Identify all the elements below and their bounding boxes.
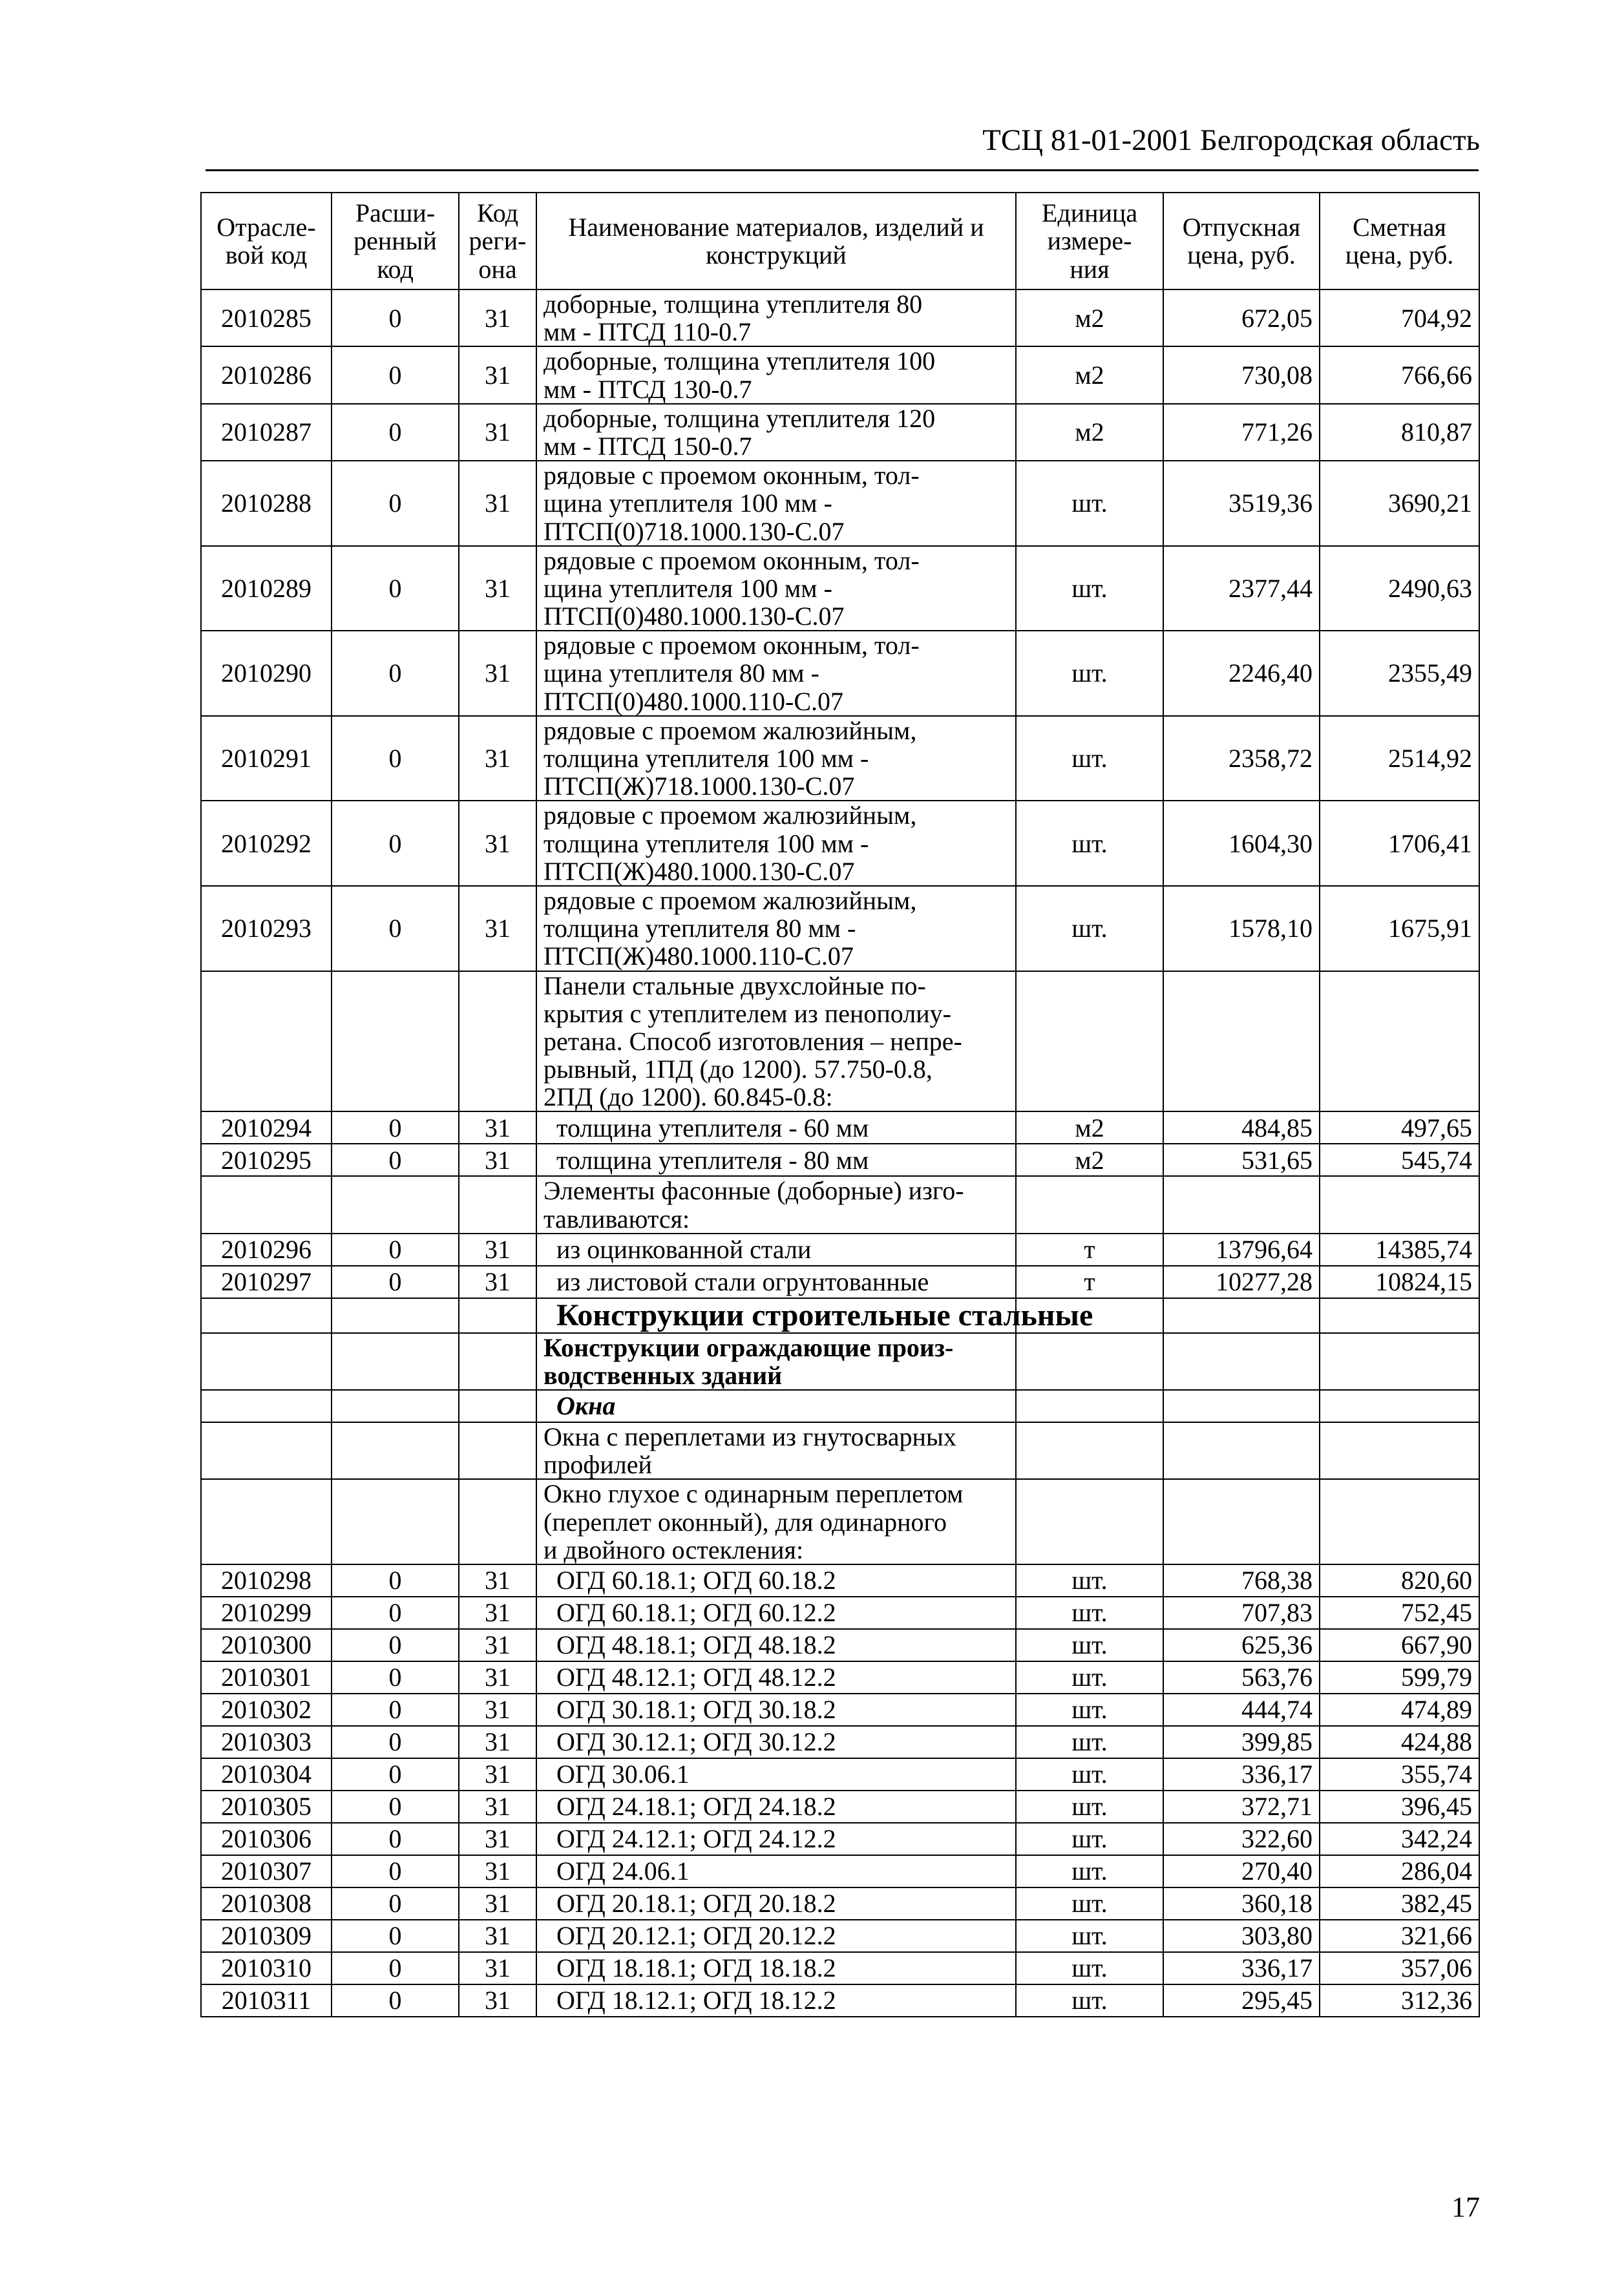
cell-release-price xyxy=(1163,971,1320,1112)
cell-ext-code: 0 xyxy=(332,1791,459,1823)
cell-estimate-price: 599,79 xyxy=(1320,1661,1479,1694)
cell-unit: м2 xyxy=(1016,1111,1163,1144)
cell-estimate-price: 1706,41 xyxy=(1320,801,1479,886)
cell-name: рядовые с проемом оконным, тол- щина утеплителя 100 мм - ПТСП(0)718.1000.130-С.07 xyxy=(536,461,1016,546)
cell-name: ОГД 60.18.1; ОГД 60.12.2 xyxy=(536,1597,1016,1629)
col-header-estimate-price: Сметная цена, руб. xyxy=(1320,193,1479,289)
cell-ext-code xyxy=(332,1176,459,1233)
cell-region xyxy=(459,971,536,1112)
cell-ext-code: 0 xyxy=(332,1564,459,1597)
cell-name: ОГД 48.18.1; ОГД 48.18.2 xyxy=(536,1629,1016,1661)
cell-ext-code xyxy=(332,1333,459,1390)
table-row xyxy=(201,1333,1479,1390)
col-header-code: Отрасле- вой код xyxy=(201,193,332,289)
cell-unit: шт. xyxy=(1016,1694,1163,1726)
cell-name: доборные, толщина утеплителя 80 мм - ПТСД 110-0.7 xyxy=(536,289,1016,346)
col-header-region: Код реги- она xyxy=(459,193,536,289)
cell-code xyxy=(201,1479,332,1564)
cell-ext-code: 0 xyxy=(332,716,459,801)
cell-name: ОГД 20.18.1; ОГД 20.18.2 xyxy=(536,1887,1016,1920)
cell-name: ОГД 24.18.1; ОГД 24.18.2 xyxy=(536,1791,1016,1823)
cell-code xyxy=(201,1422,332,1479)
cell-code: 2010290 xyxy=(201,631,332,716)
price-table xyxy=(200,192,1480,2017)
cell-code xyxy=(201,1298,332,1333)
header-rule xyxy=(206,169,1479,171)
cell-estimate-price: 312,36 xyxy=(1320,1984,1479,2017)
cell-unit: шт. xyxy=(1016,886,1163,971)
cell-name: рядовые с проемом оконным, тол- щина утеплителя 100 мм - ПТСП(0)480.1000.130-С.07 xyxy=(536,546,1016,631)
cell-name: ОГД 30.18.1; ОГД 30.18.2 xyxy=(536,1694,1016,1726)
cell-ext-code: 0 xyxy=(332,546,459,631)
cell-release-price: 625,36 xyxy=(1163,1629,1320,1661)
cell-region: 31 xyxy=(459,1887,536,1920)
table-row xyxy=(201,631,1479,716)
col-header-unit: Единица измере- ния xyxy=(1016,193,1163,289)
col-header-ext-code: Расши- ренный код xyxy=(332,193,459,289)
cell-estimate-price: 1675,91 xyxy=(1320,886,1479,971)
cell-unit: шт. xyxy=(1016,716,1163,801)
cell-region: 31 xyxy=(459,289,536,346)
cell-release-price: 730,08 xyxy=(1163,346,1320,403)
cell-estimate-price: 766,66 xyxy=(1320,346,1479,403)
cell-name: доборные, толщина утеплителя 100 мм - ПТСД 130-0.7 xyxy=(536,346,1016,403)
cell-code: 2010308 xyxy=(201,1887,332,1920)
cell-region: 31 xyxy=(459,1661,536,1694)
cell-code: 2010288 xyxy=(201,461,332,546)
cell-region: 31 xyxy=(459,1234,536,1266)
cell-ext-code: 0 xyxy=(332,801,459,886)
cell-name: из листовой стали огрунтованные xyxy=(536,1266,1016,1298)
cell-unit: шт. xyxy=(1016,631,1163,716)
cell-release-price: 295,45 xyxy=(1163,1984,1320,2017)
cell-ext-code xyxy=(332,971,459,1112)
table-row xyxy=(201,1694,1479,1726)
cell-release-price: 303,80 xyxy=(1163,1920,1320,1952)
cell-release-price: 2377,44 xyxy=(1163,546,1320,631)
cell-ext-code: 0 xyxy=(332,461,459,546)
cell-region xyxy=(459,1479,536,1564)
cell-estimate-price: 10824,15 xyxy=(1320,1266,1479,1298)
cell-code: 2010310 xyxy=(201,1952,332,1984)
cell-name: из оцинкованной стали xyxy=(536,1234,1016,1266)
cell-code: 2010309 xyxy=(201,1920,332,1952)
cell-unit: шт. xyxy=(1016,461,1163,546)
cell-release-price: 3519,36 xyxy=(1163,461,1320,546)
cell-code: 2010299 xyxy=(201,1597,332,1629)
cell-region xyxy=(459,1333,536,1390)
table-row xyxy=(201,1479,1479,1564)
cell-release-price: 372,71 xyxy=(1163,1791,1320,1823)
cell-region: 31 xyxy=(459,546,536,631)
cell-name: рядовые с проемом жалюзийным, толщина утеплителя 100 мм - ПТСП(Ж)480.1000.130-С.07 xyxy=(536,801,1016,886)
cell-ext-code: 0 xyxy=(332,1887,459,1920)
table-row xyxy=(201,1298,1479,1333)
table-row xyxy=(201,716,1479,801)
cell-code: 2010304 xyxy=(201,1758,332,1791)
cell-estimate-price xyxy=(1320,1176,1479,1233)
cell-region xyxy=(459,1176,536,1233)
cell-ext-code: 0 xyxy=(332,1597,459,1629)
cell-estimate-price: 2490,63 xyxy=(1320,546,1479,631)
cell-code: 2010286 xyxy=(201,346,332,403)
cell-release-price: 672,05 xyxy=(1163,289,1320,346)
cell-code: 2010294 xyxy=(201,1111,332,1144)
cell-estimate-price: 321,66 xyxy=(1320,1920,1479,1952)
cell-name: рядовые с проемом жалюзийным, толщина утеплителя 80 мм - ПТСП(Ж)480.1000.110-С.07 xyxy=(536,886,1016,971)
cell-release-price: 1578,10 xyxy=(1163,886,1320,971)
cell-ext-code xyxy=(332,1422,459,1479)
table-row xyxy=(201,346,1479,403)
cell-release-price: 336,17 xyxy=(1163,1758,1320,1791)
cell-ext-code xyxy=(332,1479,459,1564)
cell-ext-code: 0 xyxy=(332,289,459,346)
cell-unit: т xyxy=(1016,1234,1163,1266)
cell-estimate-price: 342,24 xyxy=(1320,1823,1479,1855)
cell-release-price: 10277,28 xyxy=(1163,1266,1320,1298)
table-row xyxy=(201,1661,1479,1694)
cell-code: 2010293 xyxy=(201,886,332,971)
table-row xyxy=(201,1422,1479,1479)
cell-unit: шт. xyxy=(1016,1791,1163,1823)
cell-unit: м2 xyxy=(1016,346,1163,403)
table-row xyxy=(201,461,1479,546)
cell-code xyxy=(201,1176,332,1233)
cell-region: 31 xyxy=(459,1629,536,1661)
cell-release-price: 484,85 xyxy=(1163,1111,1320,1144)
cell-unit: шт. xyxy=(1016,1661,1163,1694)
cell-region: 31 xyxy=(459,1694,536,1726)
cell-region: 31 xyxy=(459,1726,536,1758)
cell-estimate-price: 2514,92 xyxy=(1320,716,1479,801)
table-row xyxy=(201,1111,1479,1144)
cell-release-price xyxy=(1163,1176,1320,1233)
cell-name: толщина утеплителя - 80 мм xyxy=(536,1144,1016,1176)
cell-region: 31 xyxy=(459,1266,536,1298)
cell-name: ОГД 60.18.1; ОГД 60.18.2 xyxy=(536,1564,1016,1597)
table-row xyxy=(201,1564,1479,1597)
cell-name: Конструкции строительные стальные xyxy=(536,1298,1016,1333)
cell-release-price xyxy=(1163,1333,1320,1390)
table-row xyxy=(201,1984,1479,2017)
cell-ext-code: 0 xyxy=(332,1629,459,1661)
cell-unit: шт. xyxy=(1016,1629,1163,1661)
cell-release-price: 360,18 xyxy=(1163,1887,1320,1920)
cell-estimate-price: 3690,21 xyxy=(1320,461,1479,546)
cell-estimate-price xyxy=(1320,1422,1479,1479)
cell-estimate-price: 667,90 xyxy=(1320,1629,1479,1661)
cell-region: 31 xyxy=(459,404,536,461)
cell-ext-code xyxy=(332,1390,459,1422)
cell-estimate-price xyxy=(1320,1298,1479,1333)
table-row xyxy=(201,1234,1479,1266)
cell-name: ОГД 30.06.1 xyxy=(536,1758,1016,1791)
cell-release-price: 444,74 xyxy=(1163,1694,1320,1726)
cell-estimate-price: 424,88 xyxy=(1320,1726,1479,1758)
cell-release-price: 2246,40 xyxy=(1163,631,1320,716)
cell-unit: м2 xyxy=(1016,1144,1163,1176)
table-row xyxy=(201,546,1479,631)
cell-unit: шт. xyxy=(1016,1597,1163,1629)
cell-ext-code: 0 xyxy=(332,1661,459,1694)
cell-name: ОГД 24.12.1; ОГД 24.12.2 xyxy=(536,1823,1016,1855)
cell-unit: м2 xyxy=(1016,289,1163,346)
col-header-name: Наименование материалов, изделий и конструкций xyxy=(536,193,1016,289)
cell-code: 2010285 xyxy=(201,289,332,346)
cell-unit xyxy=(1016,1333,1163,1390)
table-row xyxy=(201,289,1479,346)
cell-unit xyxy=(1016,971,1163,1112)
cell-name: ОГД 30.12.1; ОГД 30.12.2 xyxy=(536,1726,1016,1758)
cell-name: Окна xyxy=(536,1390,1016,1422)
cell-unit: шт. xyxy=(1016,1564,1163,1597)
cell-unit: шт. xyxy=(1016,546,1163,631)
cell-region xyxy=(459,1422,536,1479)
cell-name: ОГД 24.06.1 xyxy=(536,1855,1016,1887)
cell-name: Окна с переплетами из гнутосварных профилей xyxy=(536,1422,1016,1479)
cell-estimate-price: 704,92 xyxy=(1320,289,1479,346)
cell-region: 31 xyxy=(459,886,536,971)
table-row xyxy=(201,971,1479,1112)
cell-release-price: 771,26 xyxy=(1163,404,1320,461)
cell-ext-code: 0 xyxy=(332,346,459,403)
cell-unit: м2 xyxy=(1016,404,1163,461)
cell-release-price: 531,65 xyxy=(1163,1144,1320,1176)
cell-estimate-price: 2355,49 xyxy=(1320,631,1479,716)
table-row xyxy=(201,1791,1479,1823)
cell-release-price xyxy=(1163,1298,1320,1333)
cell-release-price: 1604,30 xyxy=(1163,801,1320,886)
cell-unit: шт. xyxy=(1016,1887,1163,1920)
table-row xyxy=(201,1144,1479,1176)
cell-name: Панели стальные двухслойные по- крытия с утеплителем из пенополиу- ретана. Способ изготовления – непре- рывный, 1ПД (до 1200). 57.750-0.8, 2ПД (до 1200). 60.845-0.8: xyxy=(536,971,1016,1112)
cell-release-price: 2358,72 xyxy=(1163,716,1320,801)
cell-code: 2010302 xyxy=(201,1694,332,1726)
cell-estimate-price xyxy=(1320,1333,1479,1390)
cell-region: 31 xyxy=(459,1920,536,1952)
table-row xyxy=(201,1597,1479,1629)
cell-estimate-price: 286,04 xyxy=(1320,1855,1479,1887)
cell-unit: шт. xyxy=(1016,1726,1163,1758)
cell-code: 2010297 xyxy=(201,1266,332,1298)
cell-code: 2010301 xyxy=(201,1661,332,1694)
cell-code xyxy=(201,1390,332,1422)
cell-estimate-price: 545,74 xyxy=(1320,1144,1479,1176)
cell-region: 31 xyxy=(459,1984,536,2017)
cell-estimate-price xyxy=(1320,971,1479,1112)
cell-region: 31 xyxy=(459,346,536,403)
cell-region: 31 xyxy=(459,716,536,801)
cell-ext-code: 0 xyxy=(332,1952,459,1984)
table-row xyxy=(201,886,1479,971)
cell-code xyxy=(201,971,332,1112)
cell-region: 31 xyxy=(459,461,536,546)
cell-unit: шт. xyxy=(1016,1823,1163,1855)
cell-release-price: 336,17 xyxy=(1163,1952,1320,1984)
cell-estimate-price xyxy=(1320,1390,1479,1422)
cell-unit: шт. xyxy=(1016,801,1163,886)
table-row xyxy=(201,1823,1479,1855)
cell-region: 31 xyxy=(459,1791,536,1823)
cell-name: рядовые с проемом жалюзийным, толщина утеплителя 100 мм - ПТСП(Ж)718.1000.130-С.07 xyxy=(536,716,1016,801)
table-row xyxy=(201,1855,1479,1887)
cell-region: 31 xyxy=(459,631,536,716)
cell-code: 2010311 xyxy=(201,1984,332,2017)
cell-region: 31 xyxy=(459,1952,536,1984)
cell-estimate-price: 752,45 xyxy=(1320,1597,1479,1629)
cell-estimate-price: 810,87 xyxy=(1320,404,1479,461)
cell-name: ОГД 48.12.1; ОГД 48.12.2 xyxy=(536,1661,1016,1694)
cell-estimate-price: 355,74 xyxy=(1320,1758,1479,1791)
cell-ext-code: 0 xyxy=(332,1984,459,2017)
cell-region: 31 xyxy=(459,1564,536,1597)
cell-code: 2010303 xyxy=(201,1726,332,1758)
cell-code: 2010305 xyxy=(201,1791,332,1823)
table-row xyxy=(201,1176,1479,1233)
table-row xyxy=(201,404,1479,461)
cell-code: 2010287 xyxy=(201,404,332,461)
cell-ext-code xyxy=(332,1298,459,1333)
cell-code: 2010300 xyxy=(201,1629,332,1661)
cell-ext-code: 0 xyxy=(332,1144,459,1176)
table-row xyxy=(201,1952,1479,1984)
cell-name: ОГД 18.18.1; ОГД 18.18.2 xyxy=(536,1952,1016,1984)
cell-region: 31 xyxy=(459,1144,536,1176)
cell-name: рядовые с проемом оконным, тол- щина утеплителя 80 мм - ПТСП(0)480.1000.110-С.07 xyxy=(536,631,1016,716)
cell-name: ОГД 18.12.1; ОГД 18.12.2 xyxy=(536,1984,1016,2017)
cell-region xyxy=(459,1298,536,1333)
cell-release-price xyxy=(1163,1422,1320,1479)
cell-ext-code: 0 xyxy=(332,1758,459,1791)
cell-name: ОГД 20.12.1; ОГД 20.12.2 xyxy=(536,1920,1016,1952)
cell-unit xyxy=(1016,1390,1163,1422)
cell-release-price: 399,85 xyxy=(1163,1726,1320,1758)
cell-code: 2010295 xyxy=(201,1144,332,1176)
cell-release-price: 270,40 xyxy=(1163,1855,1320,1887)
cell-ext-code: 0 xyxy=(332,1855,459,1887)
cell-name: толщина утеплителя - 60 мм xyxy=(536,1111,1016,1144)
table-row xyxy=(201,801,1479,886)
cell-ext-code: 0 xyxy=(332,1111,459,1144)
cell-ext-code: 0 xyxy=(332,1234,459,1266)
cell-unit: шт. xyxy=(1016,1758,1163,1791)
cell-release-price: 322,60 xyxy=(1163,1823,1320,1855)
cell-unit: шт. xyxy=(1016,1920,1163,1952)
cell-name: Элементы фасонные (доборные) изго- тавливаются: xyxy=(536,1176,1016,1233)
cell-ext-code: 0 xyxy=(332,1694,459,1726)
cell-estimate-price: 382,45 xyxy=(1320,1887,1479,1920)
table-row xyxy=(201,1390,1479,1422)
cell-region xyxy=(459,1390,536,1422)
cell-ext-code: 0 xyxy=(332,1920,459,1952)
table-row xyxy=(201,1758,1479,1791)
table-row xyxy=(201,1887,1479,1920)
cell-ext-code: 0 xyxy=(332,1266,459,1298)
cell-code: 2010292 xyxy=(201,801,332,886)
cell-release-price: 707,83 xyxy=(1163,1597,1320,1629)
cell-code: 2010307 xyxy=(201,1855,332,1887)
cell-name: доборные, толщина утеплителя 120 мм - ПТСД 150-0.7 xyxy=(536,404,1016,461)
cell-unit: т xyxy=(1016,1266,1163,1298)
document-header: ТСЦ 81-01-2001 Белгородская область xyxy=(982,123,1480,157)
cell-unit xyxy=(1016,1422,1163,1479)
cell-region: 31 xyxy=(459,801,536,886)
table-row xyxy=(201,1629,1479,1661)
cell-region: 31 xyxy=(459,1823,536,1855)
cell-name: Конструкции ограждающие произ- водственных зданий xyxy=(536,1333,1016,1390)
cell-release-price xyxy=(1163,1479,1320,1564)
cell-unit xyxy=(1016,1479,1163,1564)
cell-region: 31 xyxy=(459,1597,536,1629)
cell-region: 31 xyxy=(459,1855,536,1887)
cell-region: 31 xyxy=(459,1758,536,1791)
cell-ext-code: 0 xyxy=(332,1823,459,1855)
table-row xyxy=(201,1726,1479,1758)
cell-ext-code: 0 xyxy=(332,886,459,971)
col-header-release-price: Отпускная цена, руб. xyxy=(1163,193,1320,289)
table-row xyxy=(201,1266,1479,1298)
cell-estimate-price: 474,89 xyxy=(1320,1694,1479,1726)
cell-unit: шт. xyxy=(1016,1984,1163,2017)
cell-estimate-price: 14385,74 xyxy=(1320,1234,1479,1266)
cell-estimate-price: 396,45 xyxy=(1320,1791,1479,1823)
cell-code: 2010298 xyxy=(201,1564,332,1597)
table-header-row xyxy=(201,193,1479,289)
cell-unit: шт. xyxy=(1016,1952,1163,1984)
cell-ext-code: 0 xyxy=(332,631,459,716)
cell-code xyxy=(201,1333,332,1390)
cell-ext-code: 0 xyxy=(332,1726,459,1758)
cell-unit: шт. xyxy=(1016,1855,1163,1887)
page-number: 17 xyxy=(1451,2191,1480,2223)
cell-unit xyxy=(1016,1176,1163,1233)
cell-estimate-price: 820,60 xyxy=(1320,1564,1479,1597)
cell-name: Окно глухое с одинарным переплетом (переплет оконный), для одинарного и двойного остекления: xyxy=(536,1479,1016,1564)
cell-code: 2010291 xyxy=(201,716,332,801)
cell-code: 2010306 xyxy=(201,1823,332,1855)
cell-estimate-price xyxy=(1320,1479,1479,1564)
cell-release-price: 563,76 xyxy=(1163,1661,1320,1694)
cell-region: 31 xyxy=(459,1111,536,1144)
cell-release-price xyxy=(1163,1390,1320,1422)
cell-ext-code: 0 xyxy=(332,404,459,461)
table-row xyxy=(201,1920,1479,1952)
cell-estimate-price: 497,65 xyxy=(1320,1111,1479,1144)
cell-code: 2010289 xyxy=(201,546,332,631)
cell-release-price: 768,38 xyxy=(1163,1564,1320,1597)
cell-estimate-price: 357,06 xyxy=(1320,1952,1479,1984)
cell-code: 2010296 xyxy=(201,1234,332,1266)
cell-release-price: 13796,64 xyxy=(1163,1234,1320,1266)
